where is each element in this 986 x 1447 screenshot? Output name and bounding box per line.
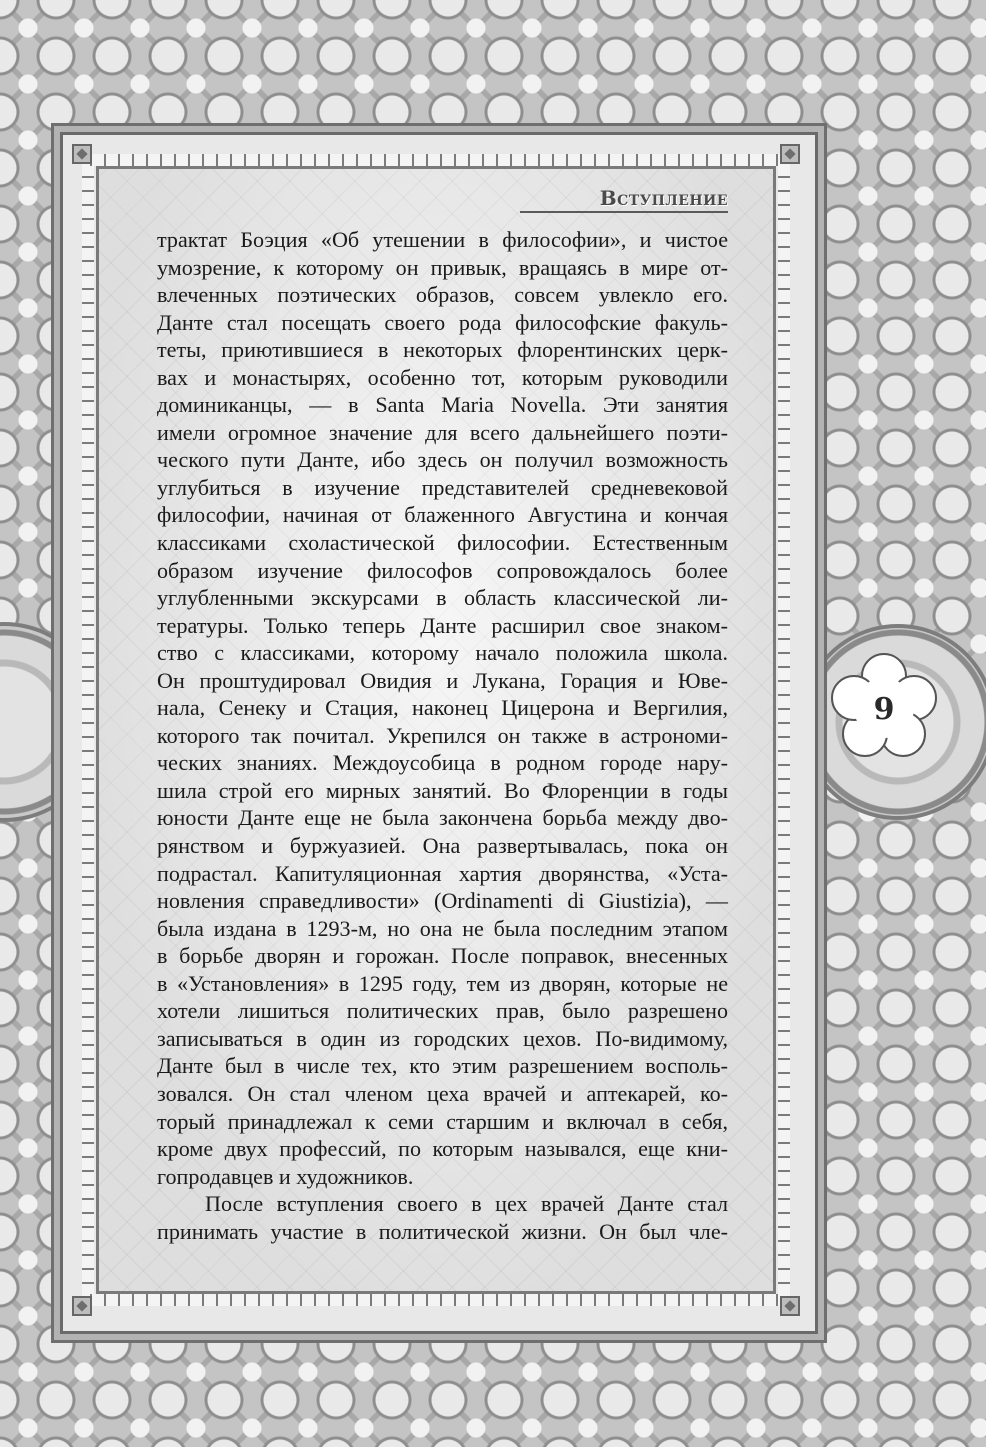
frame-corner-ornament bbox=[780, 1296, 800, 1316]
text-line: имели огромное значение для всего дальнейшего поэти- bbox=[157, 419, 728, 445]
text-line: Он проштудировал Овидия и Лукана, Горация и Юве- bbox=[157, 667, 728, 693]
text-line: философии, начиная от блаженного Августина и кончая bbox=[157, 502, 728, 528]
text-line: углубиться в изучение представителей средневековой bbox=[157, 474, 728, 500]
text-line: доминиканцы, — в Santa Maria Novella. Эти занятия bbox=[157, 392, 728, 418]
text-line: рянством и буржуазией. Она развертывалась, пока он bbox=[157, 833, 728, 859]
text-line: ческих знаниях. Междоусобица в родном городе нару- bbox=[157, 750, 728, 776]
text-line: трактат Боэция «Об утешении в философии», и чистое bbox=[157, 227, 728, 252]
text-line: ство с классиками, которому начало положила школа. bbox=[157, 640, 728, 666]
text-line: Данте стал посещать своего рода философские факуль- bbox=[157, 309, 728, 335]
text-line: кроме двух профессий, по которым назывался, еще кни- bbox=[157, 1136, 728, 1162]
text-line: торый принадлежал к семи старшим и включал в себя, bbox=[157, 1108, 728, 1134]
running-head-rule bbox=[520, 211, 728, 213]
text-line: умозрение, к которому он привык, вращаясь в мире от- bbox=[157, 254, 728, 280]
running-head: Вступление bbox=[599, 186, 728, 210]
text-line: ческого пути Данте, ибо здесь он получил возможность bbox=[157, 447, 728, 473]
frame-corner-ornament bbox=[72, 144, 92, 164]
text-line: тературы. Только теперь Данте расширил свое знаком- bbox=[157, 612, 728, 638]
text-line: была издана в 1293-м, но она не была последним этапом bbox=[157, 915, 728, 941]
text-line: хотели лишиться политических прав, было разрешено bbox=[157, 998, 728, 1024]
text-line: шила строй его мирных занятий. Во Флоренции в годы bbox=[157, 777, 728, 803]
text-line: юности Данте еще не была закончена борьба между дво- bbox=[157, 805, 728, 831]
text-line: влеченных поэтических образов, совсем увлекло его. bbox=[157, 282, 728, 308]
body-text bbox=[157, 226, 728, 1245]
text-line: подрастал. Капитуляционная хартия дворянства, «Уста- bbox=[157, 860, 728, 886]
text-line: образом изучение философов сопровождалось более bbox=[157, 557, 728, 583]
text-line: гопродавцев и художников. bbox=[157, 1163, 414, 1189]
text-line: принимать участие в политической жизни. Он был чле- bbox=[157, 1218, 728, 1244]
text-line: новления справедливости» (Ordinamenti di Giustizia), — bbox=[157, 888, 728, 914]
text-line: зовался. Он стал членом цеха врачей и аптекарей, ко- bbox=[157, 1080, 728, 1106]
text-line: в борьбе дворян и горожан. После поправок, внесенных bbox=[157, 943, 728, 969]
text-line: После вступления своего в цех врачей Данте стал bbox=[205, 1191, 728, 1217]
frame-corner-ornament bbox=[72, 1296, 92, 1316]
frame-corner-ornament bbox=[780, 144, 800, 164]
text-line: вах и монастырях, особенно тот, которым руководили bbox=[157, 364, 728, 390]
text-line: теты, приютившиеся в некоторых флорентинских церк- bbox=[157, 337, 728, 363]
text-line: которого так почитал. Укрепился он также в астрономи- bbox=[157, 722, 728, 748]
text-line: Данте был в числе тех, кто этим разрешением восполь- bbox=[157, 1053, 728, 1079]
page-number: 9 bbox=[873, 692, 895, 727]
text-line: записываться в один из городских цехов. По-видимому, bbox=[157, 1025, 728, 1051]
text-line: нала, Сенеку и Стация, наконец Цицерона и Вергилия, bbox=[157, 695, 728, 721]
text-line: в «Установления» в 1295 году, тем из дворян, которые не bbox=[157, 970, 728, 996]
text-line: углубленными экскурсами в область классической ли- bbox=[157, 585, 728, 611]
text-line: классиками схоластической философии. Естественным bbox=[157, 530, 728, 556]
